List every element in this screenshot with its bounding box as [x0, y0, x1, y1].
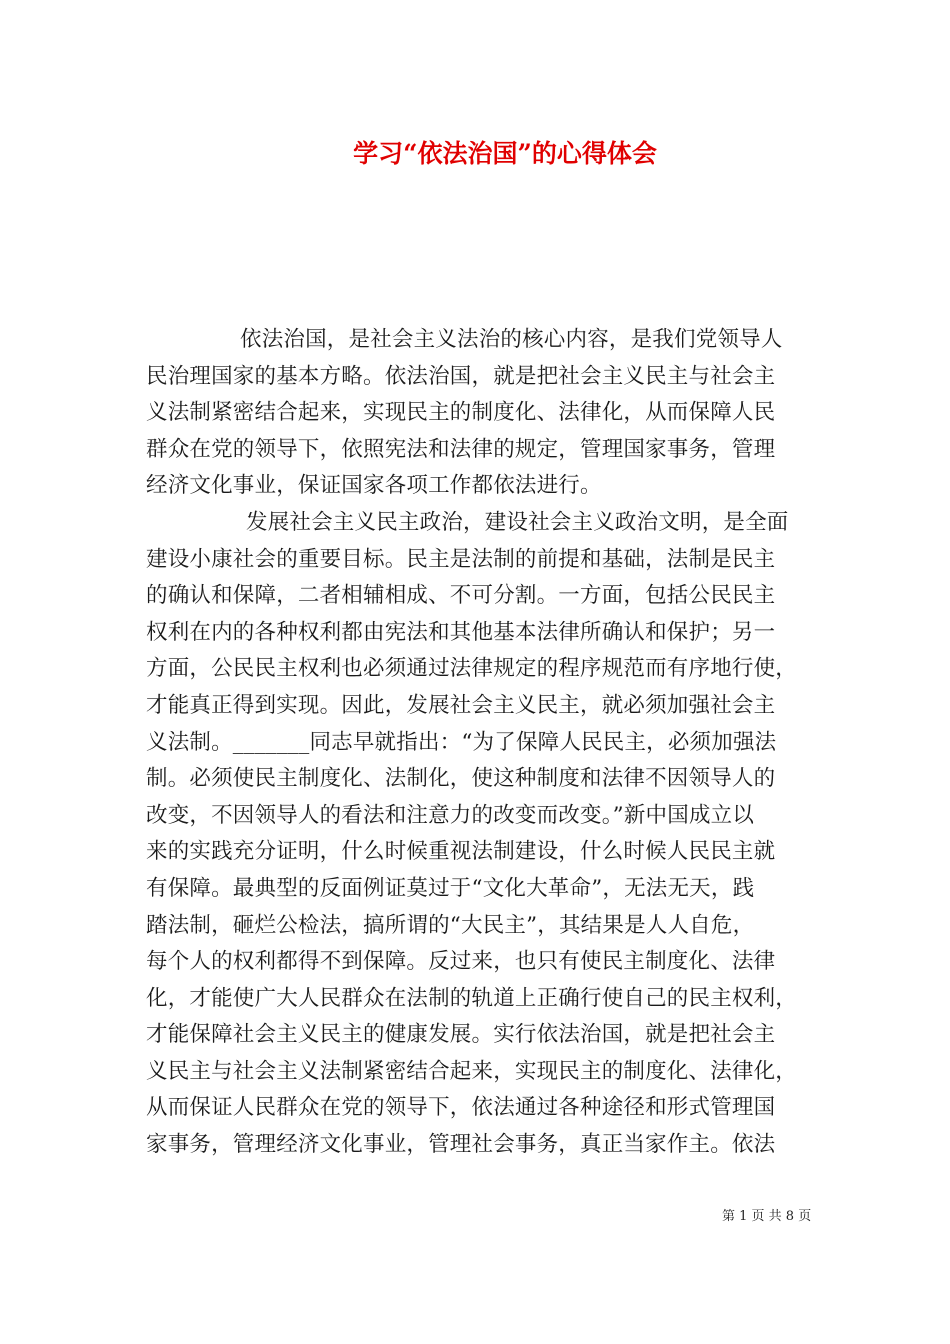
paragraph-2-line-17: 从而保证人民群众在党的领导下，依法通过各种途径和形式管理国: [146, 1095, 776, 1121]
paragraph-2-line-1: 发展社会主义民主政治，建设社会主义政治文明，是全面: [246, 509, 789, 535]
paragraph-2-line-15: 才能保障社会主义民主的健康发展。实行依法治国，就是把社会主: [146, 1022, 776, 1048]
paragraph-2-line-14: 化，才能使广大人民群众在法制的轨道上正确行使自己的民主权利，: [146, 985, 798, 1011]
paragraph-2-line-13: 每个人的权利都得不到保障。反过来，也只有使民主制度化、法律: [146, 949, 776, 975]
document-title: 学习“依法治国”的心得体会: [353, 139, 657, 168]
paragraph-1-line-3: 义法制紧密结合起来，实现民主的制度化、法律化，从而保障人民: [146, 400, 776, 426]
document-body: [146, 322, 810, 1164]
page-number-footer: 第 1 页 共 8 页: [722, 1209, 812, 1224]
paragraph-1-line-2: 民治理国家的基本方略。依法治国，就是把社会主义民主与社会主: [146, 363, 776, 389]
paragraph-2-line-3: 的确认和保障，二者相辅相成、不可分割。一方面，包括公民民主: [146, 583, 776, 609]
paragraph-2-line-8: 制。必须使民主制度化、法制化，使这种制度和法律不因领导人的: [146, 766, 776, 792]
paragraph-1-line-1: 依法治国，是社会主义法治的核心内容，是我们党领导人: [240, 327, 783, 352]
paragraph-2-line-6: 才能真正得到实现。因此，发展社会主义民主，就必须加强社会主: [146, 692, 776, 718]
paragraph-2-line-5: 方面，公民民主权利也必须通过法律规定的程序规范而有序地行使，: [146, 656, 798, 682]
paragraph-2-line-2: 建设小康社会的重要目标。民主是法制的前提和基础，法制是民主: [146, 546, 776, 572]
paragraph-2-line-10: 来的实践充分证明，什么时候重视法制建设，什么时候人民民主就: [146, 839, 776, 865]
paragraph-2-line-18: 家事务，管理经济文化事业，管理社会事务，真正当家作主。依法: [146, 1132, 776, 1158]
paragraph-2-line-11: 有保障。最典型的反面例证莫过于“文化大革命”，无法无天，践: [146, 875, 755, 901]
paragraph-2-line-12: 踏法制，砸烂公检法，搞所谓的“大民主”，其结果是人人自危，: [146, 912, 755, 938]
paragraph-1-line-5: 经济文化事业，保证国家各项工作都依法进行。: [146, 473, 602, 499]
paragraph-1-line-4: 群众在党的领导下，依照宪法和法律的规定，管理国家事务，管理: [146, 436, 776, 462]
paragraph-2-line-16: 义民主与社会主义法制紧密结合起来，实现民主的制度化、法律化，: [146, 1058, 798, 1084]
paragraph-2-line-4: 权利在内的各种权利都由宪法和其他基本法律所确认和保护；另一: [146, 619, 776, 645]
paragraph-2-line-9: 改变，不因领导人的看法和注意力的改变而改变。”新中国成立以: [146, 802, 755, 828]
paragraph-2-line-7: 义法制。_______同志早就指出：“为了保障人民民主，必须加强法: [146, 729, 777, 755]
